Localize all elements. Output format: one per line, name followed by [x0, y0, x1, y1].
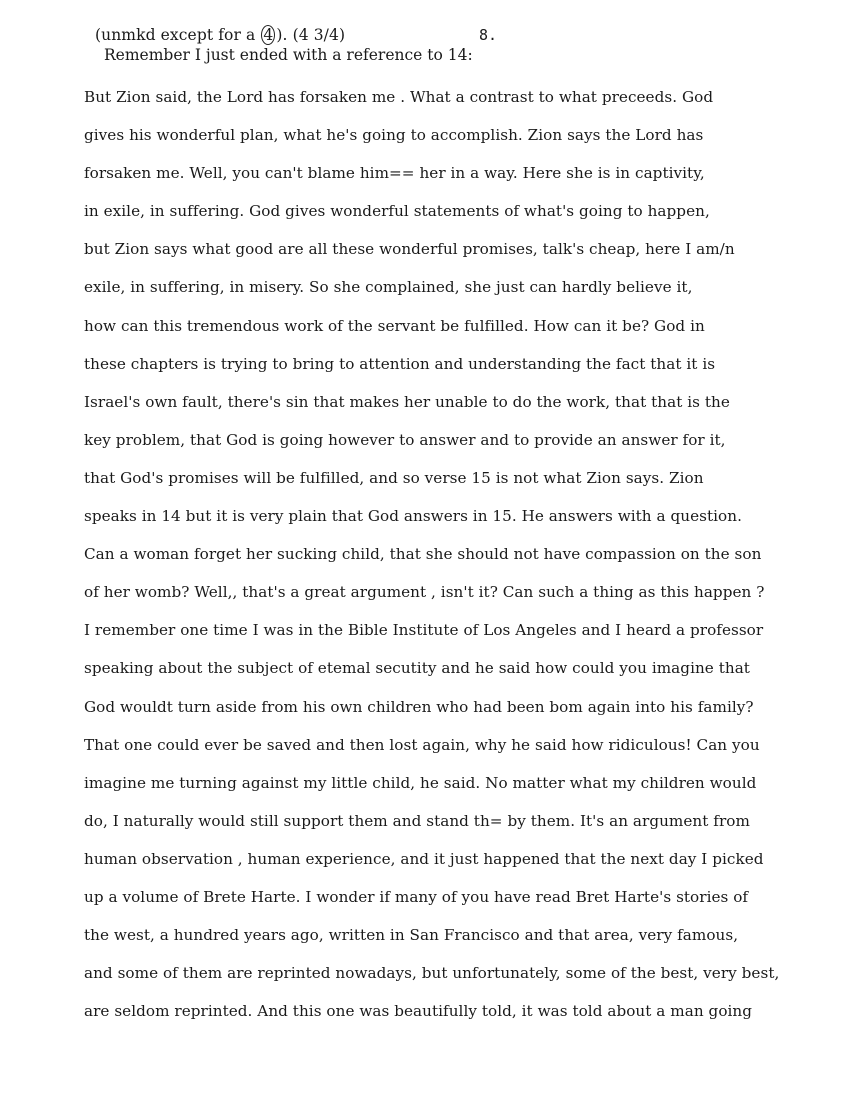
text-line: of her womb? Well,, that's a great argument , isn't it? Can such a thing as this happen ? [84, 583, 765, 602]
text-line: key problem, that God is going however to answer and to provide an answer for it, [84, 430, 726, 449]
text-line: the west, a hundred years ago, written in San Francisco and that area, very famous, [84, 926, 739, 945]
page-number: 8. [479, 26, 498, 44]
text-line: in exile, in suffering. God gives wonderful statements of what's going to happen, [84, 202, 710, 221]
text-line: forsaken me. Well, you can't blame him== her in a way. Here she is in captivity, [84, 164, 705, 183]
text-line: these chapters is trying to bring to attention and understanding the fact that it is [84, 354, 716, 373]
text-line: speaking about the subject of etemal secutity and he said how could you imagine that [84, 659, 750, 678]
text-line: how can this tremendous work of the servant be fulfilled. How can it be? God in [84, 316, 705, 335]
text-line: Can a woman forget her sucking child, that she should not have compassion on the son [84, 545, 762, 564]
text-line: God wouldt turn aside from his own children who had been bom again into his family? [84, 697, 754, 716]
header-note [95, 25, 345, 45]
text-line: up a volume of Brete Harte. I wonder if many of you have read Bret Harte's stories of [84, 887, 749, 906]
circled-mark: 4 [261, 25, 275, 45]
text-line: speaks in 14 but it is very plain that God answers in 15. He answers with a question. [84, 507, 742, 526]
text-line: That one could ever be saved and then lost again, why he said how ridiculous! Can you [84, 735, 760, 754]
header-note-prefix: (unmkd except for a [95, 26, 261, 44]
header-note-suffix: ). (4 3/4) [276, 26, 346, 44]
text-line: Israel's own fault, there's sin that makes her unable to do the work, that that is the [84, 392, 730, 411]
text-line: But Zion said, the Lord has forsaken me . What a contrast to what preceeds. God [84, 88, 714, 106]
text-line: are seldom reprinted. And this one was beautifully told, it was told about a man going [84, 1002, 753, 1021]
text-line: exile, in suffering, in misery. So she complained, she just can hardly believe it, [84, 278, 693, 297]
text-line: I remember one time I was in the Bible Institute of Los Angeles and I heard a professor [84, 621, 764, 640]
intro-line: Remember I just ended with a reference to 14: [104, 46, 473, 64]
text-line: that God's promises will be fulfilled, and so verse 15 is not what Zion says. Zion [84, 468, 704, 487]
text-line: gives his wonderful plan, what he's going to accomplish. Zion says the Lord has [84, 126, 704, 145]
body-text [84, 86, 844, 1038]
text-line: human observation , human experience, and it just happened that the next day I picked [84, 849, 764, 868]
text-line: but Zion says what good are all these wonderful promises, talk's cheap, here I am/n [84, 240, 735, 259]
text-line: imagine me turning against my little child, he said. No matter what my children would [84, 773, 757, 792]
text-line: and some of them are reprinted nowadays, but unfortunately, some of the best, very best, [84, 964, 780, 983]
text-line: do, I naturally would still support them and stand th= by them. It's an argument from [84, 811, 750, 830]
